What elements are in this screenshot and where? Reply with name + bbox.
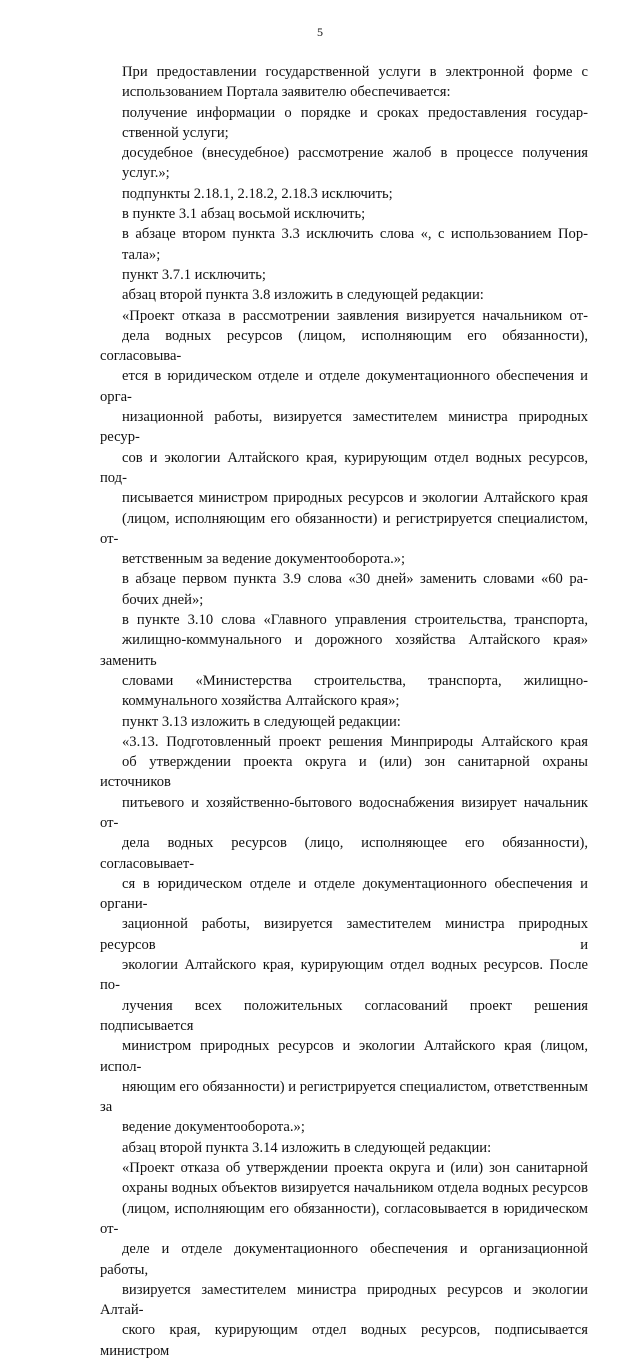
text-line: зационной работы, визируется заместителем министра природных ресурсов и bbox=[100, 916, 588, 953]
text-line: абзац второй пункта 3.8 изложить в следующей редакции: bbox=[122, 287, 484, 304]
paragraph bbox=[100, 1158, 588, 1361]
text-line: использованием Портала заявителю обеспечивается: bbox=[122, 84, 451, 101]
text-line: (лицом, исполняющим его обязанности), согласовывается в юридическом от- bbox=[100, 1200, 588, 1237]
text-line: пункт 3.13 изложить в следующей редакции: bbox=[122, 713, 401, 730]
text-line: визируется заместителем министра природных ресурсов и экологии Алтай- bbox=[100, 1281, 588, 1319]
text-line: жилищно-коммунального и дорожного хозяйства Алтайского края» заменить bbox=[100, 632, 588, 669]
paragraph bbox=[100, 712, 588, 732]
text-line: в абзаце первом пункта 3.9 слова «30 дней» заменить словами «60 ра- bbox=[122, 571, 588, 588]
paragraph bbox=[100, 610, 588, 711]
text-line: охраны водных объектов визируется начальником отдела водных ресурсов bbox=[122, 1180, 588, 1197]
text-line: питьевого и хозяйственно-бытового водоснабжения визирует начальник от- bbox=[100, 794, 588, 831]
text-line: ственной услуги; bbox=[122, 124, 229, 141]
text-line: ветственным за ведение документооборота.»; bbox=[122, 551, 406, 568]
text-line: лучения всех положительных согласований проект решения подписывается bbox=[100, 997, 588, 1034]
text-line: ского края, курирующим отдел водных ресурсов, подписывается министром bbox=[100, 1322, 588, 1359]
text-line: «Проект отказа в рассмотрении заявления визируется начальником от- bbox=[122, 307, 588, 324]
paragraph bbox=[100, 103, 588, 144]
text-line: коммунального хозяйства Алтайского края»; bbox=[122, 693, 400, 710]
text-line: писывается министром природных ресурсов и экологии Алтайского края bbox=[122, 490, 588, 507]
text-line: ется в юридическом отделе и отделе документационного обеспечения и орга- bbox=[100, 368, 588, 405]
text-line: абзац второй пункта 3.14 изложить в следующей редакции: bbox=[122, 1139, 492, 1156]
text-line: пункт 3.7.1 исключить; bbox=[122, 266, 266, 283]
paragraph bbox=[100, 143, 588, 184]
text-line: получение информации о порядке и сроках предоставления государ- bbox=[122, 104, 588, 121]
text-line: дела водных ресурсов (лицо, исполняющее его обязанности), согласовывает- bbox=[100, 835, 588, 872]
text-line: об утверждении проекта округа и (или) зон санитарной охраны источников bbox=[100, 754, 588, 791]
text-line: словами «Министерства строительства, транспорта, жилищно- bbox=[122, 672, 588, 689]
text-line: министром природных ресурсов и экологии Алтайского края (лицом, испол- bbox=[100, 1038, 588, 1075]
text-line: подпункты 2.18.1, 2.18.2, 2.18.3 исключить; bbox=[122, 185, 393, 202]
text-line: в пункте 3.1 абзац восьмой исключить; bbox=[122, 206, 366, 223]
paragraph bbox=[100, 306, 588, 570]
text-line: в абзаце втором пункта 3.3 исключить слова «, с использованием Пор- bbox=[122, 226, 588, 243]
text-line: При предоставлении государственной услуги в электронной форме с bbox=[122, 64, 588, 80]
document-body bbox=[100, 62, 588, 1361]
text-line: няющим его обязанности) и регистрируется специалистом, ответственным за bbox=[100, 1078, 588, 1116]
paragraph bbox=[100, 62, 588, 103]
text-line: в пункте 3.10 слова «Главного управления строительства, транспорта, bbox=[122, 612, 588, 629]
paragraph bbox=[100, 184, 588, 204]
text-line: ся в юридическом отделе и отделе документационного обеспечения и органи- bbox=[100, 875, 588, 913]
paragraph bbox=[100, 224, 588, 265]
paragraph bbox=[100, 265, 588, 285]
text-line: тала»; bbox=[122, 246, 161, 263]
text-line: «Проект отказа об утверждении проекта округа и (или) зон санитарной bbox=[122, 1160, 588, 1177]
paragraph bbox=[100, 204, 588, 224]
text-line: деле и отделе документационного обеспечения и организационной работы, bbox=[100, 1241, 588, 1278]
text-line: (лицом, исполняющим его обязанности) и регистрируется специалистом, от- bbox=[100, 510, 588, 547]
paragraph bbox=[100, 732, 588, 1138]
text-line: низационной работы, визируется заместителем министра природных ресур- bbox=[100, 409, 588, 446]
paragraph bbox=[100, 569, 588, 610]
text-line: «3.13. Подготовленный проект решения Минприроды Алтайского края bbox=[122, 733, 588, 750]
page-number: 5 bbox=[317, 25, 323, 39]
text-line: сов и экологии Алтайского края, курирующим отдел водных ресурсов, под- bbox=[100, 449, 588, 486]
text-line: бочих дней»; bbox=[122, 591, 204, 608]
paragraph bbox=[100, 1138, 588, 1158]
text-line: экологии Алтайского края, курирующим отдел водных ресурсов. После по- bbox=[100, 957, 588, 994]
paragraph bbox=[100, 285, 588, 305]
text-line: дела водных ресурсов (лицом, исполняющим его обязанности), согласовыва- bbox=[100, 327, 588, 365]
text-line: досудебное (внесудебное) рассмотрение жалоб в процессе получения bbox=[122, 145, 588, 162]
text-line: ведение документооборота.»; bbox=[122, 1119, 305, 1136]
text-line: услуг.»; bbox=[122, 165, 170, 182]
